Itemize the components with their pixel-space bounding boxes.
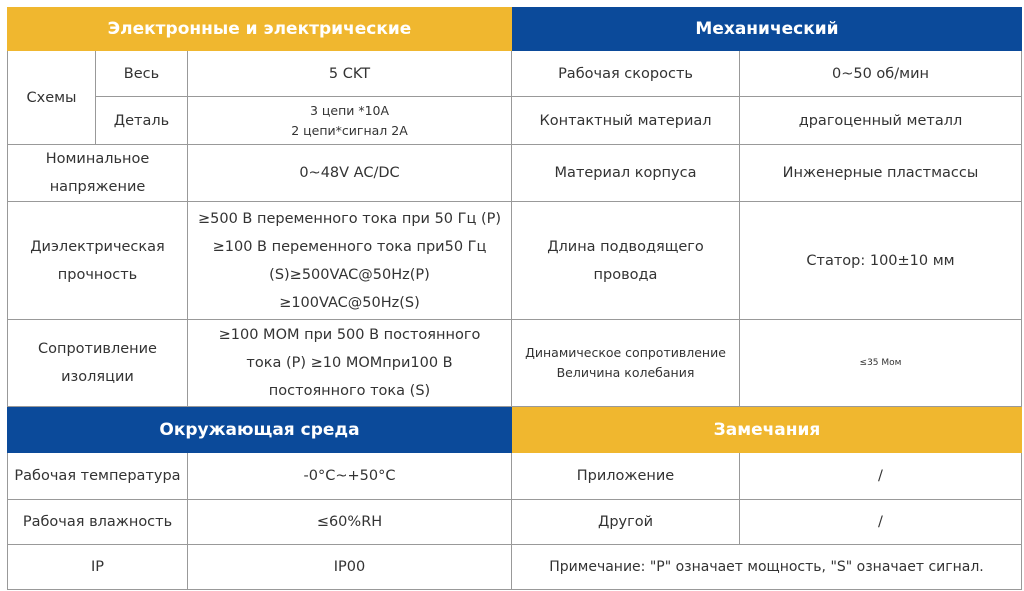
lead-label	[512, 202, 740, 320]
contact-value: драгоценный металл	[740, 97, 1022, 145]
detail-value-line-1: 3 цепи *10A	[309, 102, 390, 118]
total-value: 5 CKT	[188, 51, 512, 97]
dielectric-value-line-4: ≥100VAC@50Hz(S)	[279, 294, 420, 311]
dielectric-label-line-2: прочность	[57, 266, 138, 283]
contact-label: Контактный материал	[512, 97, 740, 145]
housing-value: Инженерные пластмассы	[740, 145, 1022, 202]
lead-value: Статор: 100±10 мм	[740, 202, 1022, 320]
temp-value: -0°C~+50°C	[188, 453, 512, 500]
lead-label-line-2: провода	[593, 266, 658, 283]
humidity-label: Рабочая влажность	[7, 500, 188, 545]
voltage-label-line-1: Номинальное	[45, 151, 150, 167]
insulation-label-line-2: изоляции	[61, 369, 134, 385]
detail-value	[188, 97, 512, 145]
dynamic-value: ≤35 Мом	[740, 320, 1022, 407]
ip-label: IP	[7, 545, 188, 590]
voltage-label-line-2: напряжение	[49, 179, 146, 195]
speed-value: 0~50 об/мин	[740, 51, 1022, 97]
section-header-notes: Замечания	[512, 407, 1022, 453]
section-header-environment: Окружающая среда	[7, 407, 512, 453]
dielectric-value-line-2: ≥100 В переменного тока при50 Гц	[212, 238, 487, 255]
circuits-label: Схемы	[7, 51, 96, 145]
section-header-electrical: Электронные и электрические	[7, 7, 512, 51]
application-value: /	[740, 453, 1022, 500]
remark-text: Примечание: "P" означает мощность, "S" означает сигнал.	[512, 545, 1022, 590]
dynamic-label-line-2: Величина колебания	[556, 365, 695, 380]
ip-value: IP00	[188, 545, 512, 590]
total-label: Весь	[96, 51, 188, 97]
application-label: Приложение	[512, 453, 740, 500]
insulation-label-line-1: Сопротивление	[38, 341, 157, 357]
voltage-label	[7, 145, 188, 202]
voltage-value: 0~48V AC/DC	[188, 145, 512, 202]
dielectric-value-line-3: (S)≥500VAC@50Hz(P)	[269, 266, 430, 283]
insulation-value-line-3: постоянного тока (S)	[268, 383, 431, 399]
insulation-value	[188, 320, 512, 407]
section-header-mechanical: Механический	[512, 7, 1022, 51]
dielectric-value	[188, 202, 512, 320]
dielectric-label-line-1: Диэлектрическая	[30, 238, 165, 255]
housing-label: Материал корпуса	[512, 145, 740, 202]
dielectric-value-line-1: ≥500 В переменного тока при 50 Гц (P)	[197, 210, 502, 227]
detail-label: Деталь	[96, 97, 188, 145]
humidity-value: ≤60%RH	[188, 500, 512, 545]
insulation-label	[7, 320, 188, 407]
dynamic-label	[512, 320, 740, 407]
lead-label-line-1: Длина подводящего	[547, 238, 704, 255]
speed-label: Рабочая скорость	[512, 51, 740, 97]
insulation-value-line-2: тока (P) ≥10 МОМпри100 В	[246, 355, 453, 371]
insulation-value-line-1: ≥100 МОМ при 500 В постоянного	[218, 327, 481, 343]
other-value: /	[740, 500, 1022, 545]
dielectric-label	[7, 202, 188, 320]
dynamic-label-line-1: Динамическое сопротивление	[525, 345, 726, 360]
detail-value-line-2: 2 цепи*сигнал 2A	[291, 122, 408, 138]
other-label: Другой	[512, 500, 740, 545]
temp-label: Рабочая температура	[7, 453, 188, 500]
